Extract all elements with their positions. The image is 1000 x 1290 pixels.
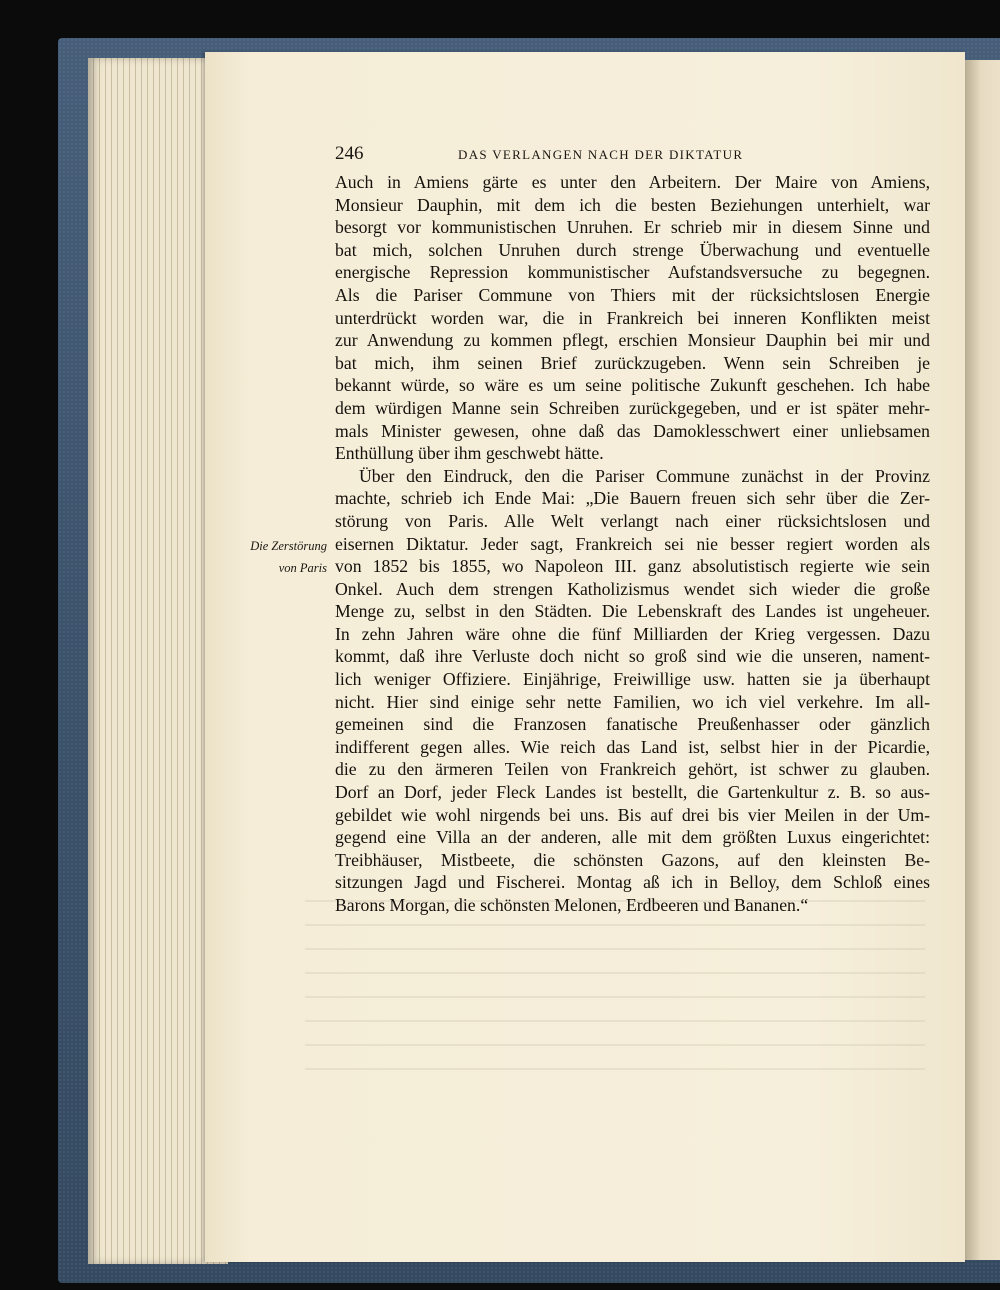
text-line: lich weniger Offiziere. Einjährige, Freiwillige usw. hatten sie ja überhaupt <box>335 669 930 690</box>
text-line: Enthüllung über ihm geschwebt hätte. <box>335 443 604 464</box>
text-line: Dorf an Dorf, jeder Fleck Landes ist bestellt, die Gartenkultur z. B. so aus- <box>335 782 930 803</box>
text-line: indifferent gegen alles. Wie reich das Land ist, selbst hier in der Picardie, <box>335 736 930 757</box>
marginal-note-line: Die Zerstörung <box>250 539 327 553</box>
text-line: sitzungen Jagd und Fischerei. Montag aß ich in Belloy, dem Schloß eines <box>335 872 930 893</box>
bleed-through <box>305 996 925 998</box>
text-line: Barons Morgan, die schönsten Melonen, Erdbeeren und Bananen.“ <box>335 895 809 915</box>
text-line: Treibhäuser, Mistbeete, die schönsten Gazons, auf den kleinsten Be- <box>335 849 930 870</box>
text-line: gemeinen sind die Franzosen fanatische Preußenhasser oder gänzlich <box>335 714 930 735</box>
text-line: Monsieur Dauphin, mit dem ich die besten Beziehungen unterhielt, war <box>335 194 930 215</box>
body-text <box>335 171 930 917</box>
bleed-through <box>305 1044 925 1046</box>
text-line: kommt, daß ihre Verluste doch nicht so groß sind wie die unseren, nament- <box>335 646 930 667</box>
page-number: 246 <box>335 143 364 164</box>
text-line: von 1852 bis 1855, wo Napoleon III. ganz absolutistisch regierte wie sein <box>335 556 930 577</box>
marginal-note-line: von Paris <box>278 561 327 575</box>
book-page <box>205 52 965 1262</box>
running-title: DAS VERLANGEN NACH DER DIKTATUR <box>458 147 744 162</box>
text-line: bat mich, ihm seinen Brief zurückzugeben. Wenn sein Schreiben je <box>335 352 930 373</box>
text-line: bat mich, solchen Unruhen durch strenge Überwachung und eventuelle <box>335 239 930 260</box>
bleed-through <box>305 948 925 950</box>
bleed-through <box>305 1020 925 1022</box>
text-line: unterdrückt worden war, die in Frankreich bei inneren Konflikten meist <box>335 307 930 328</box>
bleed-through <box>305 972 925 974</box>
bleed-through <box>305 924 925 926</box>
bleed-through <box>305 1068 925 1070</box>
text-line: nicht. Hier sind einige sehr nette Familien, wo ich viel verkehre. Im all- <box>335 691 930 712</box>
text-line: besorgt vor kommunistischen Unruhen. Er schrieb mir in diesem Sinne und <box>335 217 930 238</box>
text-line: Menge zu, selbst in den Städten. Die Lebenskraft des Landes ist ungeheuer. <box>335 601 930 622</box>
text-line: gegend eine Villa an der anderen, alle mit dem größten Luxus eingerichtet: <box>335 827 930 848</box>
facing-page-edge <box>963 60 1000 1260</box>
text-line: machte, schrieb ich Ende Mai: „Die Bauern freuen sich sehr über die Zer- <box>335 488 930 509</box>
text-line: zur Anwendung zu kommen pflegt, erschien Monsieur Dauphin bei mir und <box>335 330 930 351</box>
text-line: dem würdigen Manne sein Schreiben zurückgegeben, und er ist später mehr- <box>335 397 930 418</box>
text-line: energische Repression kommunistischer Aufstandsversuche zu begegnen. <box>335 262 930 283</box>
text-line: eisernen Diktatur. Jeder sagt, Frankreich sei nie besser regiert worden als <box>335 533 930 554</box>
marginal-note <box>215 535 327 579</box>
text-line: Onkel. Auch dem strengen Katholizismus wendet sich wieder die große <box>335 578 930 599</box>
text-line: mals Minister gewesen, ohne daß das Damoklesschwert einer unliebsamen <box>335 420 930 441</box>
text-line: gebildet wie wohl nirgends bei uns. Bis auf drei bis vier Meilen in der Um- <box>335 804 930 825</box>
text-line: störung von Paris. Alle Welt verlangt nach einer rücksichtslosen und <box>335 510 930 531</box>
text-line: In zehn Jahren wäre ohne die fünf Milliarden der Krieg vergessen. Dazu <box>335 623 930 644</box>
text-line: bekannt würde, so wäre es um seine politische Zukunft geschehen. Ich habe <box>335 375 930 396</box>
text-line: Über den Eindruck, den die Pariser Commune zunächst in der Provinz <box>359 465 930 486</box>
text-line: Als die Pariser Commune von Thiers mit der rücksichtslosen Energie <box>335 284 930 305</box>
text-line: die zu den ärmeren Teilen von Frankreich gehört, ist schwer zu glauben. <box>335 759 930 780</box>
text-line: Auch in Amiens gärte es unter den Arbeitern. Der Maire von Amiens, <box>335 172 930 192</box>
